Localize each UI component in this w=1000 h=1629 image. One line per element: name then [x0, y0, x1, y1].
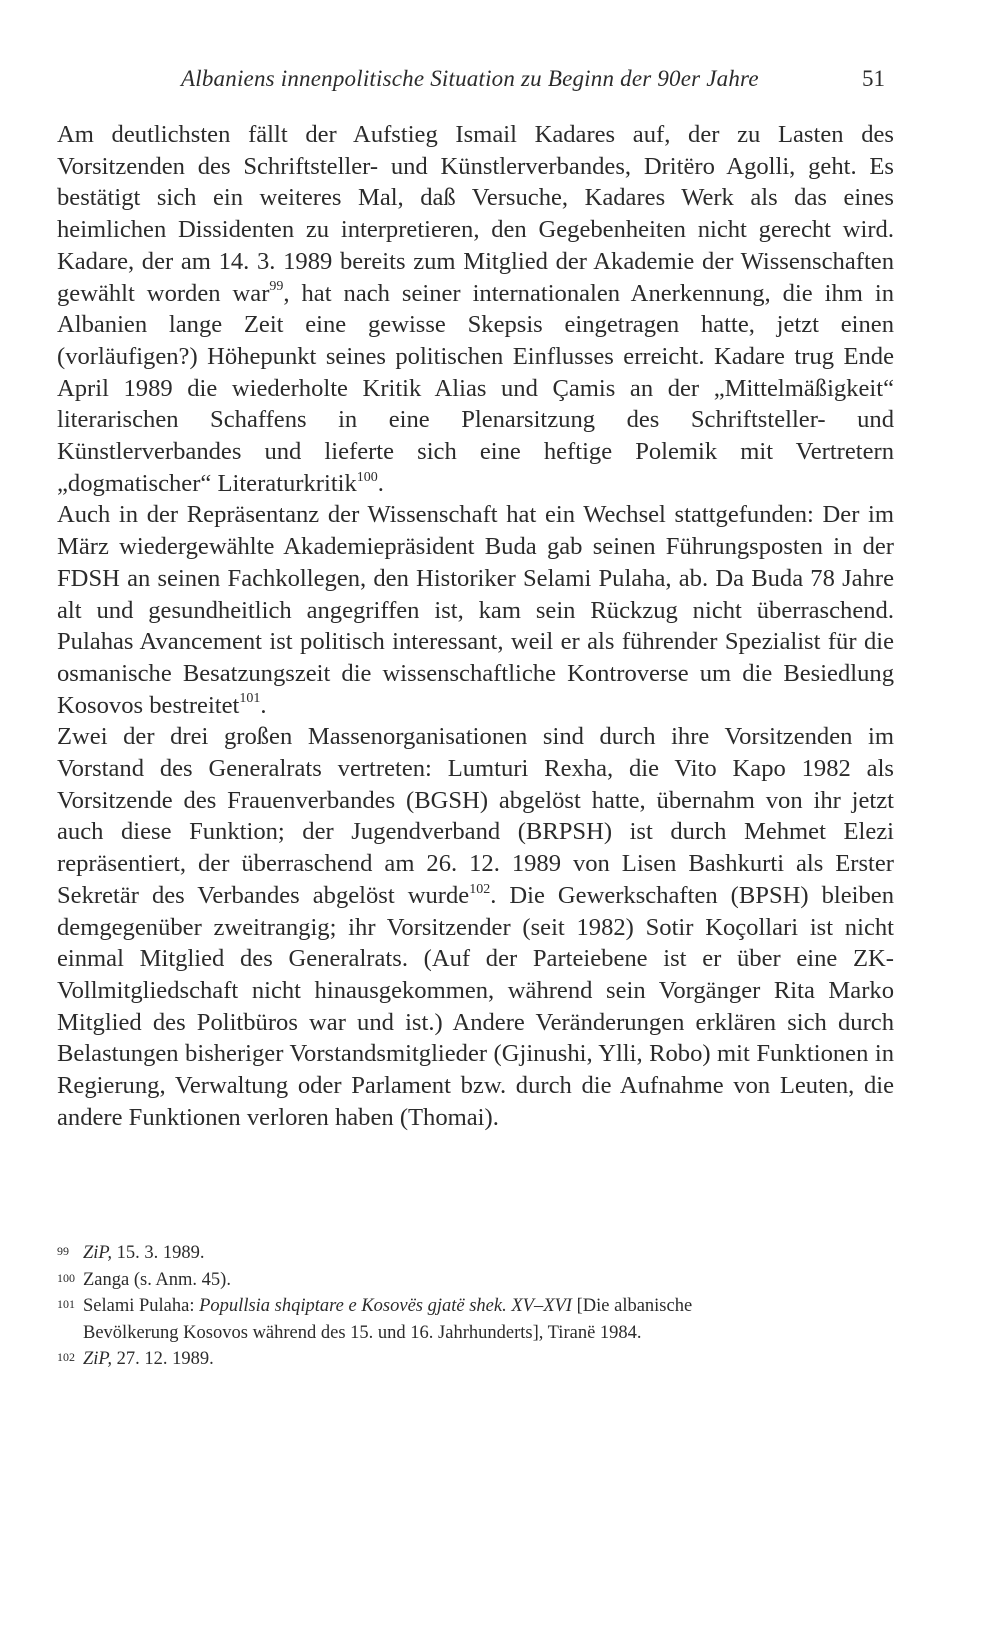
footnote-101: [57, 1293, 894, 1346]
footnote-100: [57, 1267, 894, 1294]
footnote-ref-101[interactable]: 101: [239, 691, 261, 707]
paragraph-kadare: [57, 119, 894, 499]
paragraph-text: , hat nach seiner internationalen Anerkennung, die ihm in Albanien lange Zeit eine gewisse Skepsis eingetragen hatte, jetzt einen (vorläufigen?) Höhepunkt seines politischen Einflusses erreicht. Kadare trug Ende April 1989 die wiederholte Kritik Alias und Çamis an der „Mittelmäßigkeit“ literarischen Schaffens in eine Plenarsitzung des Schriftsteller- und Künstlerverbandes und lieferte sich eine heftige Polemik mit Vertretern „dogmatischer“ Literaturkritik: [57, 279, 895, 497]
footnote-work-title: Popullsia shqiptare e Kosovës gjatë shek. XV–XVI: [199, 1296, 572, 1316]
footnote-99: [57, 1240, 894, 1267]
paragraph-text: Auch in der Repräsentanz der Wissenschaft hat ein Wechsel stattgefunden: Der im März wiedergewählte Akademiepräsident Buda gab seinen Führungsposten in der FDSH an seinen Fachkollegen, den Historiker Selami Pulaha, ab. Da Buda 78 Jahre alt und gesundheitlich angegriffen ist, kam sein Rückzug nicht überraschend. Pulahas Avancement ist politisch interessant, weil er als führender Spezialist für die osmanische Besatzungszeit die wissenschaftliche Kontroverse um die Besiedlung Kosovos bestreitet: [57, 501, 894, 719]
page-number: 51: [862, 66, 885, 91]
footnote-text: Zanga (s. Anm. 45).: [83, 1269, 231, 1290]
footnote-number: 100: [57, 1270, 75, 1285]
running-head: [57, 66, 894, 96]
body-text: [57, 119, 894, 1134]
footnote-ref-100[interactable]: 100: [356, 469, 378, 485]
footnote-number: 101: [57, 1297, 75, 1311]
footnote-text: 27. 12. 1989.: [111, 1349, 214, 1369]
running-title: Albaniens innenpolitische Situation zu Beginn der 90er Jahre: [181, 66, 759, 91]
footnote-number: 102: [57, 1350, 75, 1364]
footnote-text: [Die albanische: [571, 1296, 693, 1316]
footnote-ref-99[interactable]: 99: [269, 279, 284, 295]
footnotes: [57, 1240, 894, 1373]
footnote-line: Bevölkerung Kosovos während des 15. und 16. Jahrhunderts], Tiranë 1984.: [83, 1322, 642, 1343]
paragraph-massenorganisationen: [57, 721, 894, 1133]
paragraph-text: .: [377, 469, 384, 497]
footnote-text: 15. 3. 1989.: [111, 1243, 205, 1263]
footnote-number: 99: [57, 1244, 69, 1258]
paragraph-text: Zwei der drei großen Massenorganisationen sind durch ihre Vorsitzenden im Vorstand des Generalrats vertreten: Lumturi Rexha, die Vito Kapo 1982 als Vorsitzende des Frauenverbandes (BGSH) abgelöst hatte, übernahm von ihr jetzt auch diese Funktion; der Jugendverband (BRPSH) ist durch Mehmet Elezi repräsentiert, der überraschend am 26. 12. 1989 von Lisen Bashkurti als Erster Sekretär des Verbandes abgelöst wurde: [57, 723, 894, 909]
footnote-line: [83, 1293, 894, 1320]
book-page: [57, 0, 894, 1629]
paragraph-wissenschaft: [57, 499, 894, 721]
paragraph-text: . Die Gewerkschaften (BPSH) bleiben demgegenüber zweitrangig; ihr Vorsitzender (seit 1982) Sotir Koçollari ist nicht einmal Mitglied des Generalrats. (Auf der Parteiebene ist er über eine ZK-Vollmitgliedschaft nicht hinausgekommen, während sein Vorgänger Rita Marko Mitglied des Politbüros war und ist.) Andere Veränderungen erklären sich durch Belastungen bisheriger Vorstandsmitglieder (Gjinushi, Ylli, Robo) mit Funktionen in Regierung, Verwaltung oder Parlament bzw. durch die Aufnahme von Leuten, die andere Funktionen verloren haben (Thomai).: [57, 881, 894, 1131]
footnote-ref-102[interactable]: 102: [469, 881, 491, 897]
paragraph-text: .: [260, 691, 267, 719]
footnote-source: ZiP,: [83, 1243, 112, 1263]
paragraph-text: Am deutlichsten fällt der Aufstieg Ismail Kadares auf, der zu Lasten des Vorsitzenden des Schriftsteller- und Künstlerverbandes, Dritëro Agolli, geht. Es bestätigt sich ein weiteres Mal, daß Versuche, Kadares Werk als das eines heimlichen Dissidenten zu interpretieren, den Gegebenheiten nicht gerecht wird. Kadare, der am 14. 3. 1989 bereits zum Mitglied der Akademie der Wissenschaften gewählt worden war: [57, 121, 894, 307]
footnote-102: [57, 1346, 894, 1373]
footnote-source: ZiP,: [83, 1349, 112, 1369]
footnote-author: Selami Pulaha:: [83, 1296, 200, 1316]
